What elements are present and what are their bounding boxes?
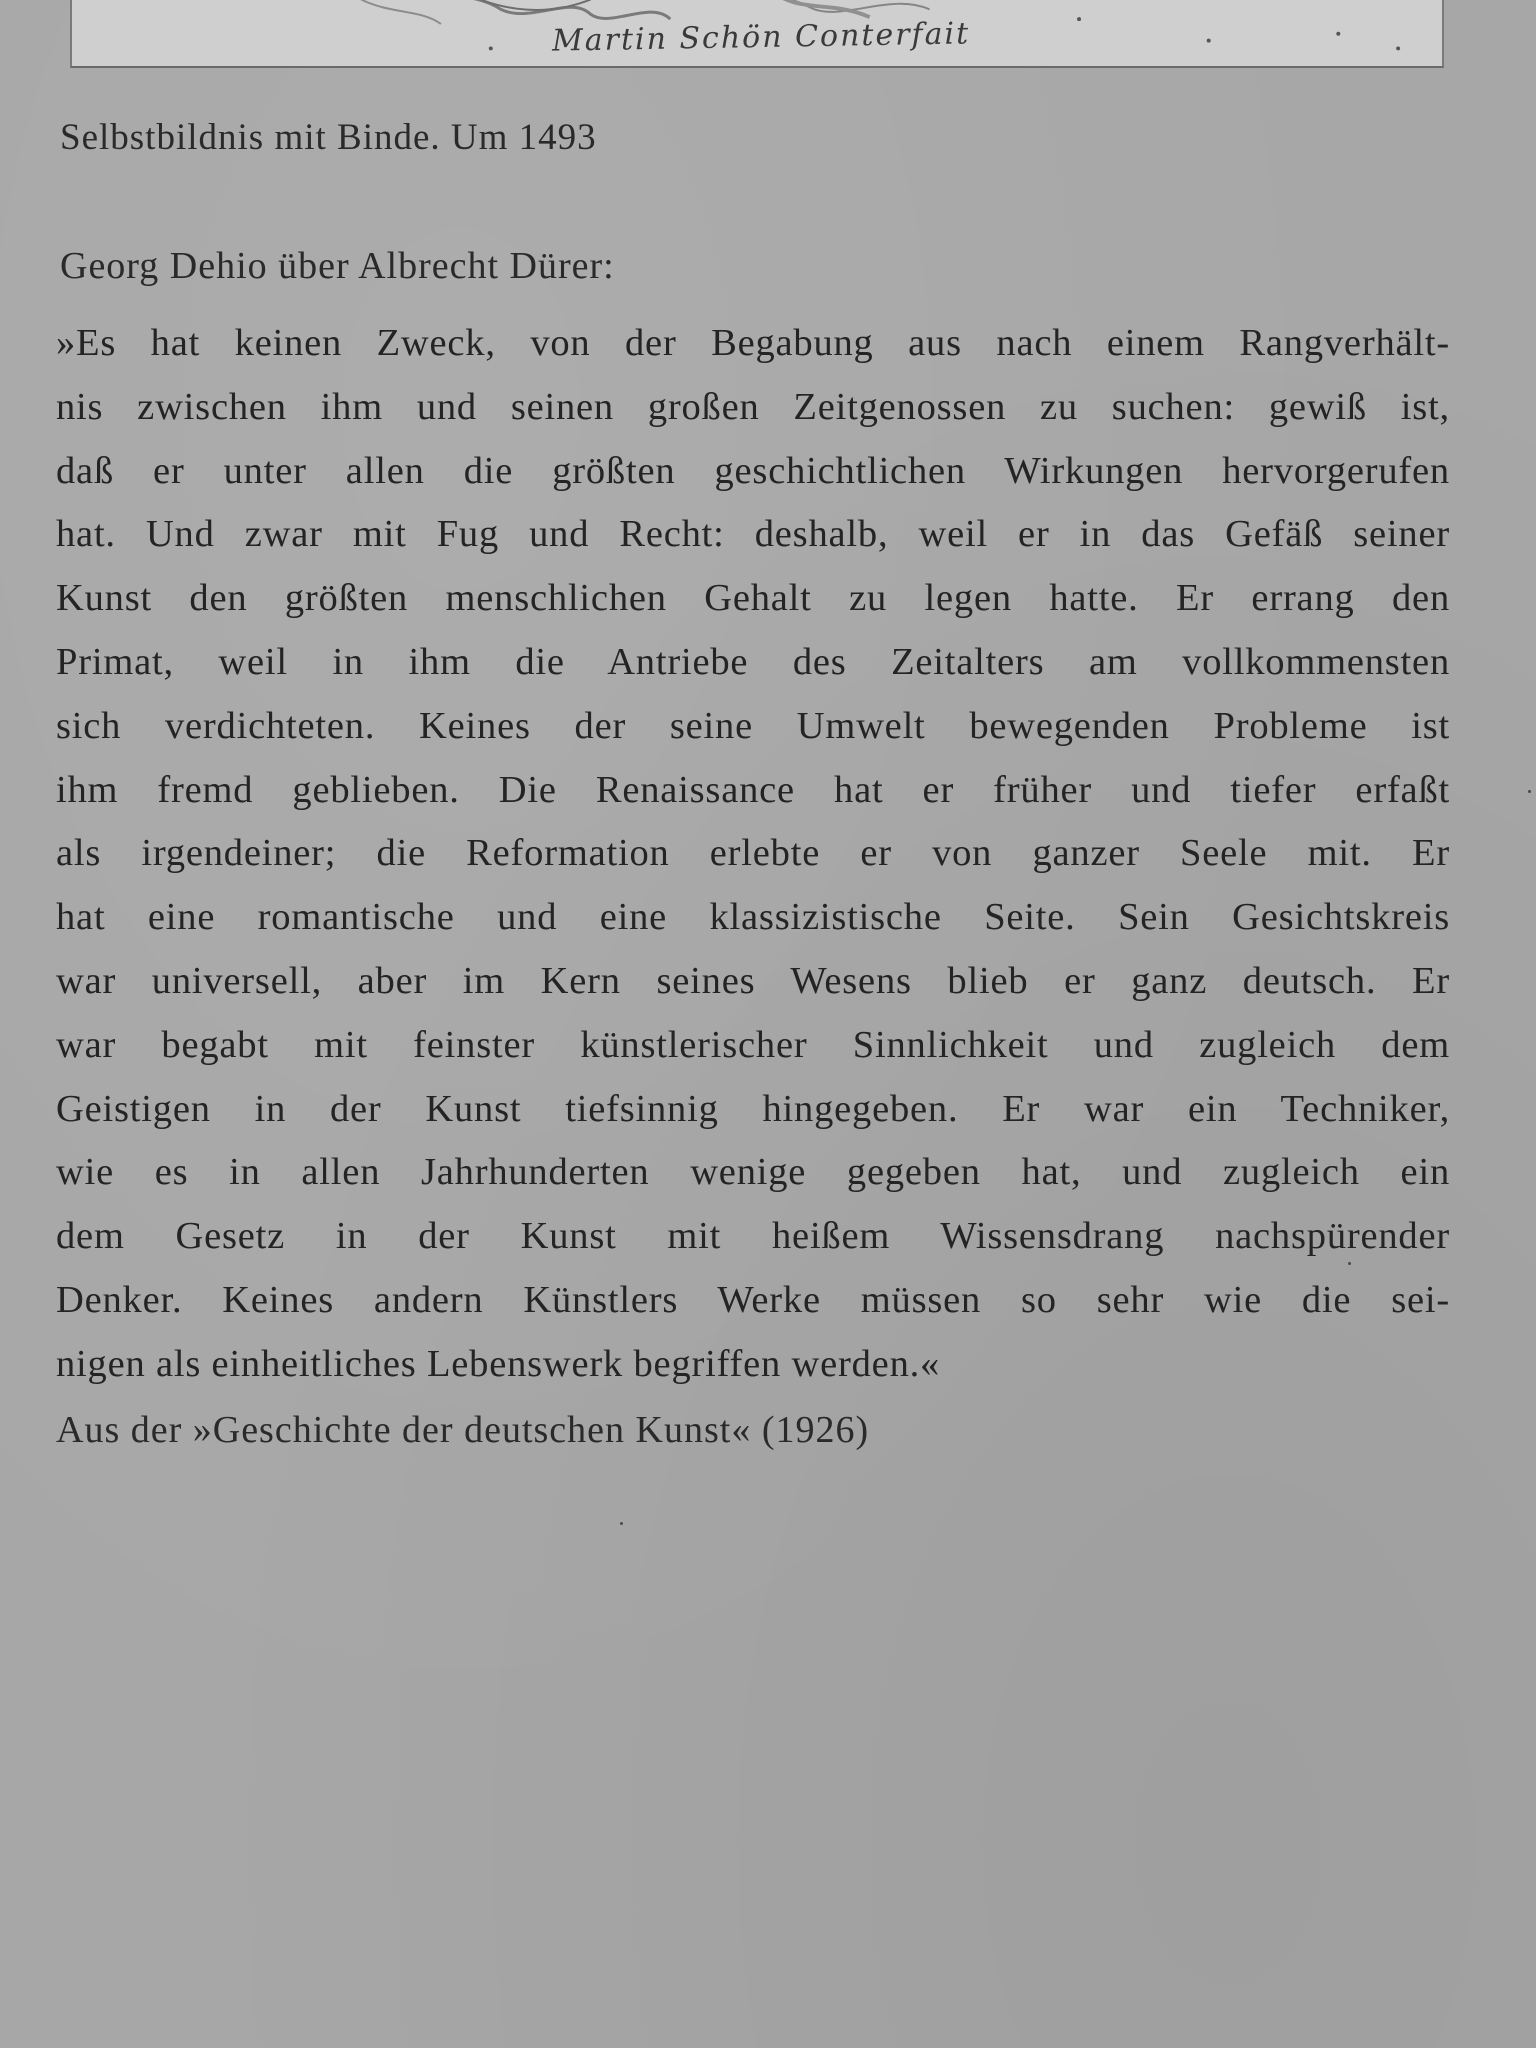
quote-line: als irgendeiner; die Reformation erlebte er von ganzer Seele mit. Er	[56, 832, 1450, 875]
quote-line: war begabt mit feinster künstlerischer Sinnlichkeit und zugleich dem	[56, 1023, 1450, 1066]
quote-line: sich verdichteten. Keines der seine Umwelt bewegenden Probleme ist	[56, 704, 1450, 747]
quote-line: war universell, aber im Kern seines Wesens blieb er ganz deutsch. Er	[56, 959, 1450, 1002]
quote-line: daß er unter allen die größten geschichtlichen Wirkungen hervorgerufen	[56, 449, 1450, 492]
plate-signature: Martin Schön Conterfait	[551, 16, 971, 59]
quote-line: Denker. Keines andern Künstlers Werke müssen so sehr wie die sei-	[56, 1278, 1450, 1321]
quote-line: Primat, weil in ihm die Antriebe des Zeitalters am vollkommensten	[56, 640, 1450, 683]
quote-block	[56, 312, 1450, 1397]
quote-line: ihm fremd geblieben. Die Renaissance hat er früher und tiefer erfaßt	[56, 768, 1450, 811]
quote-line: Kunst den größten menschlichen Gehalt zu legen hatte. Er errang den	[56, 577, 1450, 620]
quote-line: nigen als einheitliches Lebenswerk begriffen werden.«	[56, 1342, 941, 1385]
paper-speck	[1348, 1262, 1351, 1265]
paper-speck	[1528, 790, 1531, 793]
quote-line: dem Gesetz in der Kunst mit heißem Wissensdrang nachspürender	[56, 1215, 1450, 1258]
quote-line: »Es hat keinen Zweck, von der Begabung aus nach einem Rangverhält-	[56, 322, 1450, 364]
quote-line: nis zwischen ihm und seinen großen Zeitgenossen zu suchen: gewiß ist,	[56, 385, 1450, 428]
quote-line: hat eine romantische und eine klassizistische Seite. Sein Gesichtskreis	[56, 896, 1450, 939]
quote-line: Geistigen in der Kunst tiefsinnig hingegeben. Er war ein Techniker,	[56, 1087, 1450, 1130]
image-caption: Selbstbildnis mit Binde. Um 1493	[60, 117, 597, 158]
quote-line: hat. Und zwar mit Fug und Recht: deshalb, weil er in das Gefäß seiner	[56, 513, 1450, 556]
drawing-plate	[70, 0, 1444, 68]
quote-line: wie es in allen Jahrhunderten wenige gegeben hat, und zugleich ein	[56, 1151, 1450, 1194]
paper-speck	[620, 1522, 623, 1525]
quote-source: Aus der »Geschichte der deutschen Kunst« (1926)	[56, 1409, 870, 1451]
quote-intro: Georg Dehio über Albrecht Dürer:	[60, 245, 615, 287]
